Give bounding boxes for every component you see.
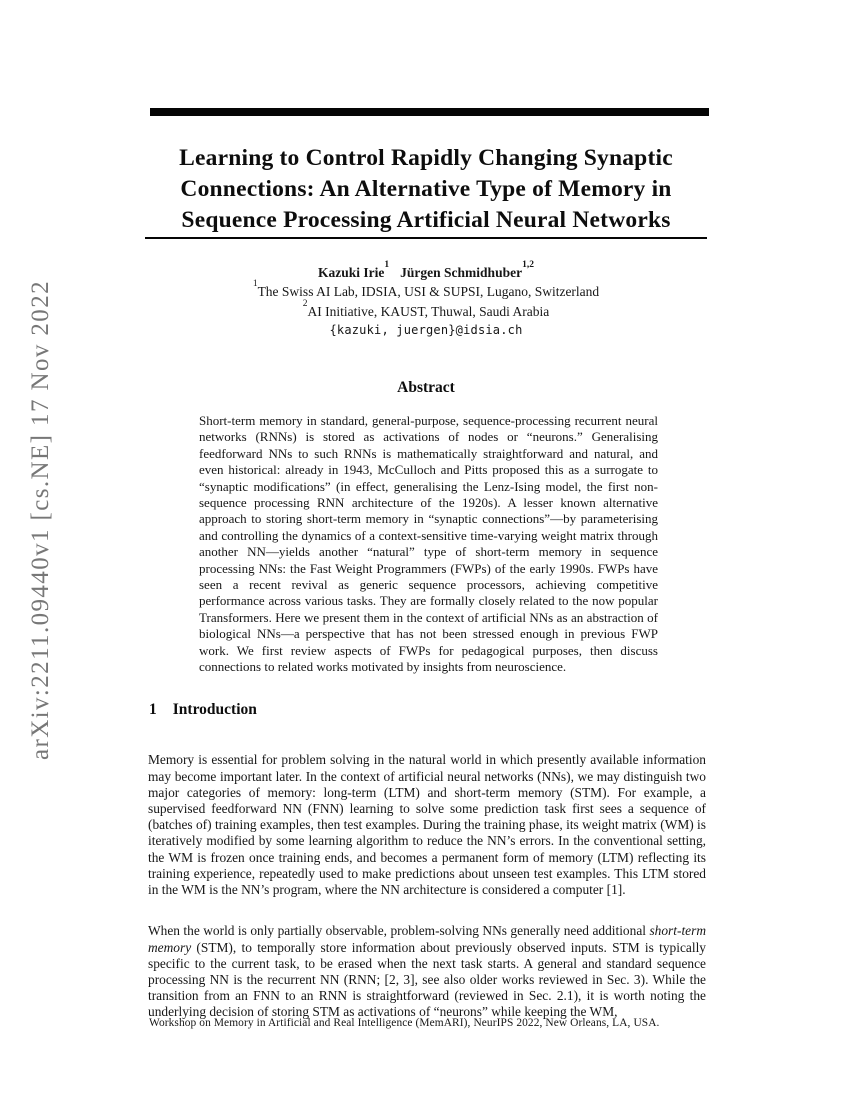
- author-1-name: Kazuki Irie: [318, 265, 385, 280]
- arxiv-stamp: arXiv:2211.09440v1 [cs.NE] 17 Nov 2022: [27, 280, 54, 760]
- intro-paragraph-2: [148, 923, 706, 1020]
- section-1-heading: [149, 701, 257, 719]
- abstract-heading: Abstract: [397, 379, 455, 396]
- affiliation-1-marker: 1: [252, 279, 258, 290]
- abstract-text: Short-term memory in standard, general-purpose, sequence-processing recurrent neural networks (RNNs) is stored as activations of nodes or “neurons.” Generalising feedforward NNs to such RNNs is mathematically straightforward and natural, and even historical: already in 1943, McCulloch and Pitts proposed this as a surrogate to “synaptic modifications” (in effect, generalising the Lenz-Ising model, the first non-sequence processing RNN architecture of the 1920s). A lesser known alternative approach to storing short-term memory in “synaptic connections”—by parameterising and controlling the dynamics of a context-sensitive time-varying weight matrix through another NN—yields another “natural” type of short-term memory in sequence processing NNs: the Fast Weight Programmers (FWPs) of the early 1990s. FWPs have seen a recent revival as generic sequence processors, achieving competitive performance across various tasks. They are formally closely related to the now popular Transformers. Here we present them in the context of artificial NNs as an abstraction of biological NNs—a perspective that has not been stressed enough in previous FWP work. We first review aspects of FWPs for pedagogical purposes, then discuss connections to related works motivated by insights from neuroscience.: [199, 413, 658, 675]
- author-2-affiliation-marker: 1,2: [522, 260, 534, 270]
- paper-title: [145, 143, 707, 236]
- author-names-line: [145, 260, 707, 282]
- intro-paragraph-2-after: (STM), to temporally store information about previously observed inputs. STM is typically specific to the current task, to be erased when the next task starts. A general and standard sequence processing NN is the recurrent NN (RNN; [2, 3], see also older works reviewed in Sec. 3). While the transition from an FNN to an RNN is straightforward (reviewed in Sec. 2.1), it is worth noting the underlying decision of storing STM as activations of “neurons” while keeping the WM,: [148, 939, 706, 1020]
- paper-title-line3: Sequence Processing Artificial Neural Networks: [181, 206, 671, 233]
- author-1-affiliation-marker: 1: [384, 260, 390, 270]
- affiliation-1-text: The Swiss AI Lab, IDSIA, USI & SUPSI, Lugano, Switzerland: [257, 284, 600, 300]
- section-1-title: Introduction: [172, 701, 257, 718]
- affiliation-2: [145, 298, 707, 321]
- affiliation-2-text: AI Initiative, KAUST, Thuwal, Saudi Arabia: [307, 303, 550, 319]
- intro-paragraph-2-emphasis: short-term memory: [148, 923, 706, 955]
- affiliation-2-marker: 2: [302, 298, 308, 309]
- workshop-footnote: Workshop on Memory in Artificial and Real Intelligence (MemARI), NeurIPS 2022, New Orleans, LA, USA.: [149, 1017, 660, 1029]
- intro-paragraph-2-before: When the world is only partially observable, problem-solving NNs generally need additional: [148, 923, 650, 939]
- affiliation-1: [145, 279, 707, 301]
- paper-title-line1: Learning to Control Rapidly Changing Synaptic: [179, 144, 673, 171]
- intro-paragraph-1: Memory is essential for problem solving in the natural world in which presently available information may become important later. In the context of artificial neural networks (NNs), we may distinguish two major categories of memory: long-term (LTM) and short-term memory (STM). For example, a supervised feedforward NN (FNN) learning to solve some prediction task first sees a sequence of (batches of) training examples, then test examples. During the training phase, its weight matrix (WM) is iteratively modified by some learning algorithm to reduce the NN’s errors. In the conventional setting, the WM is frozen once training ends, and becomes a permanent form of memory (LTM) reflecting its training experience, repeatedly used to make predictions about unseen test examples. This LTM stored in the WM is the NN’s program, where the NN architecture is considered a computer [1].: [148, 752, 706, 898]
- section-1-number: 1: [149, 701, 157, 718]
- paper-title-line2: Connections: An Alternative Type of Memory in: [180, 175, 672, 202]
- title-rule-top: [150, 108, 709, 116]
- title-rule-bottom: [145, 237, 707, 239]
- author-2-name: Jürgen Schmidhuber: [400, 265, 523, 280]
- author-email: {kazuki, juergen}@idsia.ch: [329, 322, 523, 337]
- authors-block: [145, 260, 707, 340]
